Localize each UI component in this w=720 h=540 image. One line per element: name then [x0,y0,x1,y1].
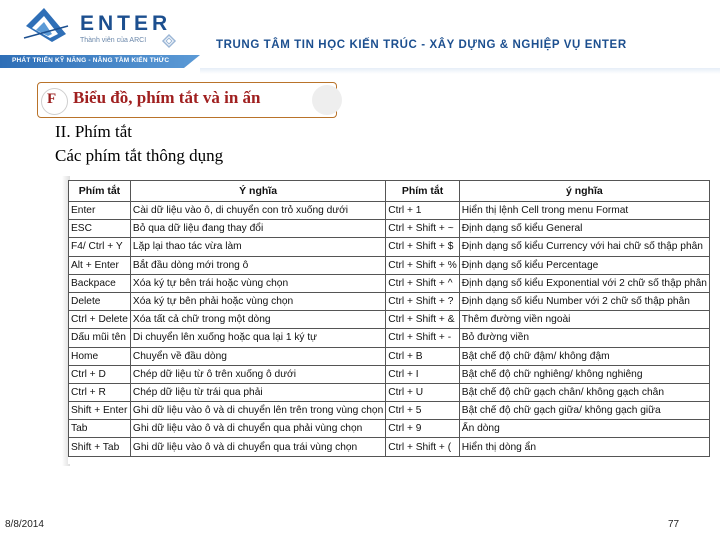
table-cell: Ẩn dòng [459,420,709,438]
table-cell: Chép dữ liệu từ trái qua phải [130,383,385,401]
table-cell: Ctrl + D [69,365,131,383]
table-cell: Ctrl + I [386,365,460,383]
section-heading: II. Phím tắt [55,122,132,141]
header-divider [200,68,720,74]
table-row [69,383,710,401]
table-cell: Xóa ký tự bên trái hoặc vùng chọn [130,274,385,292]
table-row [69,220,710,238]
table-cell: Ctrl + B [386,347,460,365]
table-cell: Ctrl + Shift + ? [386,292,460,310]
table-cell: Bật chế độ chữ nghiêng/ không nghiêng [459,365,709,383]
table-cell: Cài dữ liệu vào ô, di chuyển con trỏ xuống dưới [130,202,385,220]
table-cell: Thêm đường viền ngoài [459,311,709,329]
badge-icon [160,32,178,50]
table-cell: Xóa ký tự bên phải hoặc vùng chọn [130,292,385,310]
table-cell: Backpace [69,274,131,292]
table-cell: Bỏ qua dữ liệu đang thay đổi [130,220,385,238]
brand-subtitle: Thành viên của ARCI [80,37,147,44]
table-row [69,238,710,256]
page-number: 77 [668,519,680,530]
table-cell: Bắt đầu dòng mới trong ô [130,256,385,274]
table-header-row [69,181,710,202]
table-cell: Ctrl + 1 [386,202,460,220]
shortcut-table-container [68,180,707,464]
table-row [69,202,710,220]
section-letter: F [47,91,57,107]
table-cell: Home [69,347,131,365]
table-cell: Dấu mũi tên [69,329,131,347]
table-cell: Ctrl + Delete [69,311,131,329]
tagline: PHÁT TRIỂN KỸ NĂNG - NÂNG TẦM KIẾN THỨC [12,57,170,64]
table-row [69,347,710,365]
enter-logo-icon [22,4,70,46]
column-header: Phím tắt [69,181,131,202]
table-cell: Định dạng số kiểu General [459,220,709,238]
table-row [69,438,710,456]
table-cell: Alt + Enter [69,256,131,274]
table-cell: Hiển thị lệnh Cell trong menu Format [459,202,709,220]
table-cell: Định dạng số kiểu Exponential với 2 chữ số thập phân [459,274,709,292]
table-cell: Delete [69,292,131,310]
slide-header [0,0,720,78]
table-cell: Ghi dữ liệu vào ô và di chuyển qua trái vùng chọn [130,438,385,456]
table-cell: Định dạng số kiểu Currency với hai chữ số thập phân [459,238,709,256]
table-cell: Ctrl + Shift + ^ [386,274,460,292]
table-cell: ESC [69,220,131,238]
table-cell: Bật chế độ chữ gạch giữa/ không gạch giữa [459,402,709,420]
table-cell: Shift + Tab [69,438,131,456]
table-row [69,311,710,329]
brand-name: ENTER [80,12,172,35]
table-cell: Shift + Enter [69,402,131,420]
section-subheading: Các phím tắt thông dụng [55,146,224,165]
table-cell: Bỏ đường viền [459,329,709,347]
table-cell: F4/ Ctrl + Y [69,238,131,256]
column-header: Ý nghĩa [130,181,385,202]
section-title: Biểu đồ, phím tắt và in ấn [73,88,261,107]
table-cell: Bật chế độ chữ đậm/ không đậm [459,347,709,365]
table-row [69,420,710,438]
table-row [69,274,710,292]
table-cell: Ctrl + Shift + $ [386,238,460,256]
table-cell: Định dạng số kiểu Number với 2 chữ số thập phân [459,292,709,310]
table-cell: Tab [69,420,131,438]
table-cell: Bật chế độ chữ gạch chân/ không gạch chân [459,383,709,401]
table-cell: Enter [69,202,131,220]
table-cell: Ghi dữ liệu vào ô và di chuyển lên trên trong vùng chọn [130,402,385,420]
table-cell: Ctrl + Shift + ( [386,438,460,456]
table-cell: Ghi dữ liệu vào ô và di chuyển qua phải vùng chọn [130,420,385,438]
table-row [69,256,710,274]
table-cell: Ctrl + Shift + % [386,256,460,274]
table-cell: Xóa tất cả chữ trong một dòng [130,311,385,329]
table-cell: Ctrl + U [386,383,460,401]
table-cell: Hiển thị dòng ẩn [459,438,709,456]
table-cell: Ctrl + 5 [386,402,460,420]
column-header: ý nghĩa [459,181,709,202]
center-name: TRUNG TÂM TIN HỌC KIẾN TRÚC - XÂY DỰNG & NGHIỆP VỤ ENTER [216,39,627,51]
table-cell: Ctrl + 9 [386,420,460,438]
table-cell: Ctrl + Shift + - [386,329,460,347]
table-row [69,329,710,347]
table-cell: Ctrl + Shift + & [386,311,460,329]
table-cell: Ctrl + Shift + ~ [386,220,460,238]
table-cell: Chép dữ liệu từ ô trên xuống ô dưới [130,365,385,383]
section-bubble [312,85,342,115]
table-cell: Chuyển về đầu dòng [130,347,385,365]
shortcut-table [68,180,710,457]
table-cell: Định dạng số kiểu Percentage [459,256,709,274]
column-header: Phím tắt [386,181,460,202]
table-row [69,292,710,310]
table-row [69,402,710,420]
table-cell: Lặp lại thao tác vừa làm [130,238,385,256]
slide-date: 8/8/2014 [5,519,44,530]
table-cell: Ctrl + R [69,383,131,401]
table-cell: Di chuyển lên xuống hoặc qua lại 1 ký tự [130,329,385,347]
table-row [69,365,710,383]
